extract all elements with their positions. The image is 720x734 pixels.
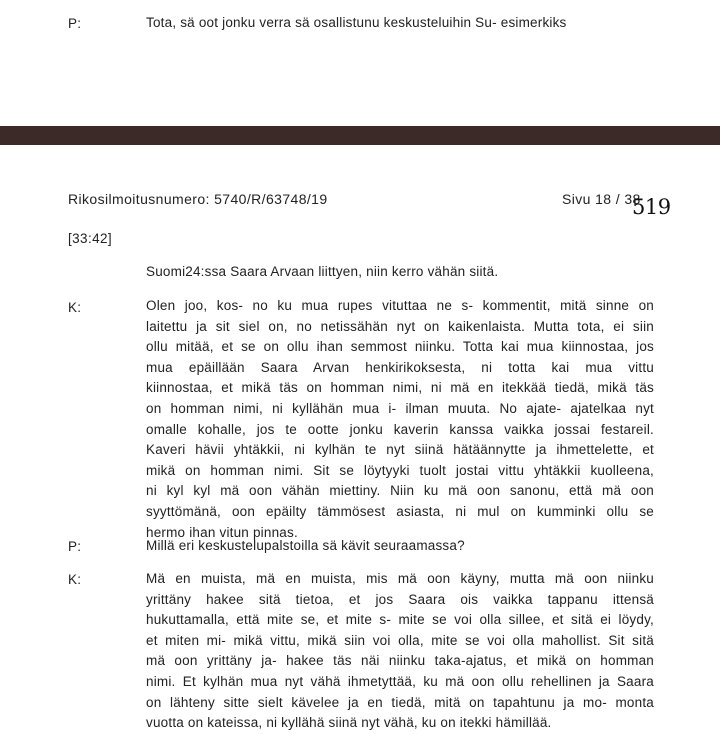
text-line: Kaveri hävii yhtäkkii, ni kylhän te nyt siinä hätäännytte ja ihmettelette, et xyxy=(146,442,654,458)
text-line: syyttömänä, oon epäilty tämmösest asiasta, ni mul on kumminki ollu se xyxy=(146,503,654,519)
timestamp: [33:42] xyxy=(68,231,113,246)
text-line: hermo ihan vitun pinnas. xyxy=(146,524,298,540)
text-line: hukuttamalla, että mite se, et mite s- mite se voi olla sillee, et sitä ei löydy, xyxy=(146,612,654,628)
report-number: Rikosilmoitusnumero: 5740/R/63748/19 xyxy=(68,191,328,207)
text-line: laitettu ja sit siel on, no netissähän nyt on kaikenlaista. Mutta tota, ei siin xyxy=(146,318,654,334)
utterance-text: Tota, sä oot jonku verra sä osallistunu keskusteluihin Su- esimerkiks xyxy=(146,15,567,30)
question-text: Millä eri keskustelupalstoilla sä kävit seuraamassa? xyxy=(146,538,465,553)
text-line: Olen joo, kos- no ku mua rupes vituttaa ne s- kommentit, mitä sinne on xyxy=(146,298,654,313)
text-line: ni kyl kyl mä oon vähän miettiny. Niin ku mä oon sanonu, että mä oon xyxy=(146,483,654,499)
text-line: kiinnostaa, et mikä täs on homman nimi, ni mä en itekkää tiedä, mikä täs xyxy=(146,380,654,396)
document-page xyxy=(0,145,720,731)
speaker-label: P: xyxy=(68,539,82,554)
speaker-label: K: xyxy=(68,572,82,587)
answer-paragraph xyxy=(146,569,654,734)
text-line: nimi. Et kylhän mua nyt vähä ihmetyttää, ku mä oon ollu rehellinen ja Saara xyxy=(146,673,654,689)
handwritten-page-number: 519 xyxy=(632,195,671,219)
previous-page-fragment xyxy=(0,0,720,126)
speaker-label: P: xyxy=(68,16,82,31)
question-text: Suomi24:ssa Saara Arvaan liittyen, niin kerro vähän siitä. xyxy=(146,264,499,279)
page-separator xyxy=(0,126,720,145)
text-line: ollu mitää, et se on ollu ihan semmost niinku. Totta kai mua kiinnostaa, jos xyxy=(146,339,654,355)
text-line: Mä en muista, mä en muista, mis mä oon käyny, mutta mä oon niinku xyxy=(146,571,654,586)
text-line: et miten mi- mikä vittu, mikä siin voi olla, mite se voi olla mahollist. Sit sitä xyxy=(146,632,654,648)
text-line: omalle kohalle, jos te ootte jonku kaverin kanssa vaikka jossai festareil. xyxy=(146,421,654,437)
text-line: mua epäillään Saara Arvan henkirikoksesta, ni totta kai mua vittu xyxy=(146,359,654,375)
answer-paragraph xyxy=(146,296,654,543)
text-line: yrittäny hakee sitä tietoa, et jos Saara ois vaikka tappanu ittensä xyxy=(146,591,654,607)
text-line: mä oon yrittäny ja- hakee täs näi niinku taka-ajatus, et mikä on homman xyxy=(146,653,654,669)
speaker-label: K: xyxy=(68,300,82,315)
text-line: mikä on homman nimi. Sit se löytyyki tuolt jostai vittu yhtäkkii kuolleena, xyxy=(146,462,654,478)
page-number: Sivu 18 / 38 xyxy=(562,191,641,207)
text-line: vuotta on kateissa, ni kyllähä siinä nyt vähä, ku on itekki hämillää. xyxy=(146,715,552,731)
text-line: on lähteny sitte sielt kävelee ja en tiedä, mitä on tapahtunu ja mo- monta xyxy=(146,694,654,710)
text-line: on homman nimi, ni kyllähän mua i- ilman muuta. No ajate- ajatelkaa nyt xyxy=(146,400,654,416)
